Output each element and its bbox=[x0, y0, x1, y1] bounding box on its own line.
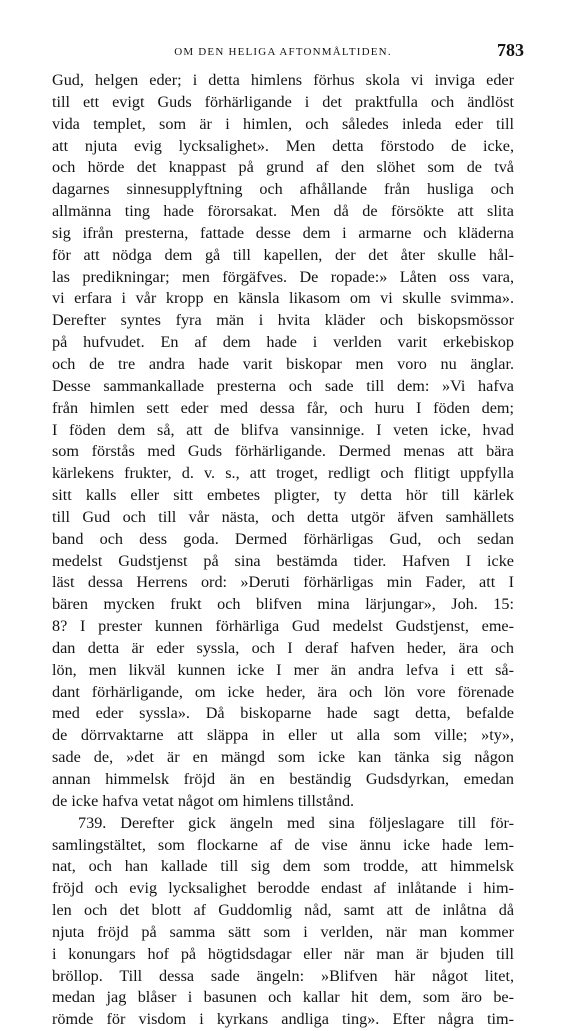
text-line: dagarnes sinnesupplyftning och afhållande från husliga och bbox=[52, 180, 514, 199]
text-line: vida templet, som är i himlen, och således inleda eder till bbox=[52, 114, 514, 133]
text-line: annan himmelsk fröjd än en beständig Gudsdyrkan, emedan bbox=[52, 770, 514, 788]
text-line: sitt kalls eller sitt embetes pligter, ty detta hör till kärlek bbox=[52, 486, 514, 505]
text-line: medan jag blåser i basunen och kallar hit dem, som äro be- bbox=[52, 988, 514, 1007]
text-line: de icke hafva vetat något om himlens tillstånd. bbox=[52, 791, 355, 810]
text-line: som förstås med Guds förhärligande. Dermed menas att bära bbox=[52, 442, 514, 461]
text-line: allmänna ting hade förorsakat. Men då de försökte att slita bbox=[52, 202, 514, 221]
text-line: läst dessa Herrens ord: »Deruti förhärligas min Fader, att I bbox=[52, 573, 514, 592]
text-line: kärlekens frukter, d. v. s., att troget, redligt och flitigt uppfylla bbox=[52, 464, 514, 483]
text-line: sig ifrån presterna, fattade desse dem i armarne och kläderna bbox=[52, 223, 514, 242]
text-line: och hörde det knappast på grund af den slöhet som de två bbox=[52, 158, 514, 177]
text-line: för att nödga dem gå till kapellen, der det åter skulle hål- bbox=[52, 245, 514, 264]
text-line: de dörrvaktarne att släppa in eller ut alla som ville; »ty», bbox=[52, 726, 514, 745]
text-line: och de tre andra hade varit biskopar men voro nu änglar. bbox=[52, 354, 514, 373]
running-title: OM DEN HELIGA AFTONMÅLTIDEN. bbox=[174, 46, 392, 58]
text-line: dan detta är eder syssla, och I deraf hafven heder, ära och bbox=[52, 638, 514, 657]
text-line: med eder syssla». Då biskoparne hade sagt detta, befalde bbox=[52, 704, 514, 723]
text-line: römde för visdom i kyrkans andliga ting». Efter några tim- bbox=[52, 1010, 514, 1029]
text-line: bröllop. Till dessa sade ängeln: »Blifven här något litet, bbox=[52, 966, 514, 985]
text-line: nat, och han kallade till sig dem som trodde, att himmelsk bbox=[52, 857, 514, 876]
text-line: Desse sammankallade presterna och sade till dem: »Vi hafva bbox=[52, 376, 514, 395]
text-line: samlingstältet, som flockarne af de vise ännu icke hade lem- bbox=[52, 835, 514, 854]
text-line: vi erfara i vår kropp en känsla likasom om vi skulle svimma». bbox=[52, 289, 514, 308]
text-line: Derefter syntes fyra män i hvita kläder och biskopsmössor bbox=[52, 311, 514, 330]
text-line: las predikningar; men förgäfves. De ropade:» Låten oss vara, bbox=[52, 267, 514, 286]
body-text bbox=[52, 70, 514, 1031]
page-number: 783 bbox=[497, 40, 524, 60]
text-line: 739. Derefter gick ängeln med sina följeslagare till för- bbox=[78, 813, 514, 832]
running-header bbox=[52, 40, 524, 62]
text-line: Gud, helgen eder; i detta himlens förhus skola vi inviga eder bbox=[52, 71, 514, 89]
book-page bbox=[52, 0, 524, 1029]
text-line: på hufvudet. En af dem hade i verlden varit erkebiskop bbox=[52, 333, 514, 352]
text-line: att njuta evig lycksalighet». Men detta förstodo de icke, bbox=[52, 136, 514, 155]
text-line: lön, men likväl kunnen icke I mer än andra lefva i ett så- bbox=[52, 660, 514, 679]
text-line: sade de, »det är en mängd som icke kan tänka sig någon bbox=[52, 748, 514, 767]
text-line: len och det blott af Guddomlig nåd, samt att de inlåtna då bbox=[52, 901, 514, 920]
text-line: njuta fröjd på samma sätt som i verlden, när man kommer bbox=[52, 922, 514, 941]
text-line: till Gud och till vår nästa, och detta utgör äfven samhällets bbox=[52, 507, 514, 526]
text-line: band och dess goda. Dermed förhärligas Gud, och sedan bbox=[52, 529, 514, 548]
text-line: I föden dem så, att de blifva vansinnige. I veten icke, hvad bbox=[52, 420, 514, 439]
text-line: 8? I prester kunnen förhärliga Gud medelst Gudstjenst, eme- bbox=[52, 617, 514, 636]
text-line: medelst Gudstjenst på sina bestämda tider. Hafven I icke bbox=[52, 551, 514, 570]
text-line: i konungars hof på högtidsdagar eller när man är bjuden till bbox=[52, 944, 514, 963]
text-line: till ett evigt Guds förhärligande i det praktfulla och ändlöst bbox=[52, 92, 514, 111]
text-line: från himlen sett eder med dessa får, och huru I föden dem; bbox=[52, 398, 514, 417]
text-line: fröjd och evig lycksalighet berodde endast af inlåtande i him- bbox=[52, 879, 514, 898]
text-line: dant förhärligande, om icke heder, ära och lön vore förenade bbox=[52, 682, 514, 701]
text-line: bären mycken frukt och blifven mina lärjungar», Joh. 15: bbox=[52, 595, 514, 614]
